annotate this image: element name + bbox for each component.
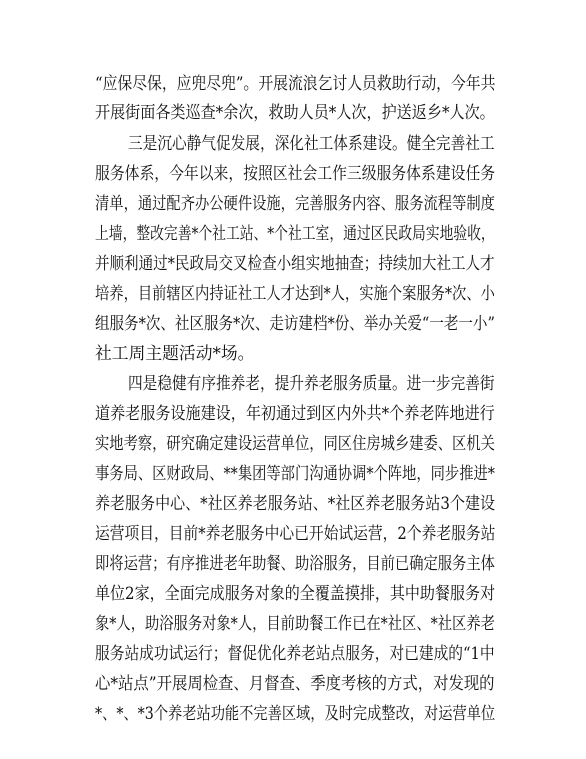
text-line: 清单，通过配齐办公硬件设施，完善服务内容、服务流程等制度 [95, 193, 495, 213]
text-line: “应保尽保，应兜尽兜”。开展流浪乞讨人员救助行动，今年共 [95, 73, 496, 93]
text-line: 培养，目前辖区内持证社工人才达到*人，实施个案服务*次、小 [95, 283, 495, 303]
text-line: 服务体系，今年以来，按照区社会工作三级服务体系建设任务 [95, 163, 496, 183]
text-line: 开展街面各类巡查*余次，救助人员*人次，护送返乡*人次。 [95, 102, 495, 122]
text-line: 社工周主题活动*场。 [95, 343, 255, 363]
text-line: 四是稳健有序推养老，提升养老服务质量。进一步完善街 [128, 373, 495, 393]
text-line: 运营项目，目前*养老服务中心已开始试运营，2个养老服务站 [95, 523, 496, 543]
text-line: 组服务*次、社区服务*次、走访建档*份、举办关爱“一老一小” [95, 313, 495, 333]
text-line: 并顺利通过*民政局交叉检查小组实地抽查；持续加大社工人才 [95, 253, 495, 273]
text-line: 道养老服务设施建设，年初通过到区内外共*个养老阵地进行 [95, 403, 495, 423]
text-line: 事务局、区财政局、**集团等部门沟通协调*个阵地，同步推进* [95, 463, 495, 483]
text-line: 即将运营；有序推进老年助餐、助浴服务，目前已确定服务主体 [95, 553, 495, 573]
text-line: 单位2家，全面完成服务对象的全覆盖摸排，其中助餐服务对 [95, 583, 495, 603]
text-line: 上墙，整改完善*个社工站、*个社工室，通过区民政局实地验收， [95, 223, 495, 243]
text-line: 养老服务中心、*社区养老服务站、*社区养老服务站3个建设 [95, 493, 495, 513]
text-line: 三是沉心静气促发展，深化社工体系建设。健全完善社工 [128, 133, 495, 153]
text-line: 服务站成功试运行；督促优化养老站点服务，对已建成的“1中 [95, 643, 495, 663]
text-line: 心*站点”开展周检查、月督查、季度考核的方式，对发现的 [95, 673, 495, 693]
text-line: *、*、*3个养老站功能不完善区域，及时完成整改，对运营单位 [95, 703, 496, 723]
text-line: 象*人，助浴服务对象*人，目前助餐工作已在*社区、*社区养老 [95, 613, 495, 633]
text-line: 实地考察，研究确定建设运营单位，同区住房城乡建委、区机关 [95, 433, 495, 453]
